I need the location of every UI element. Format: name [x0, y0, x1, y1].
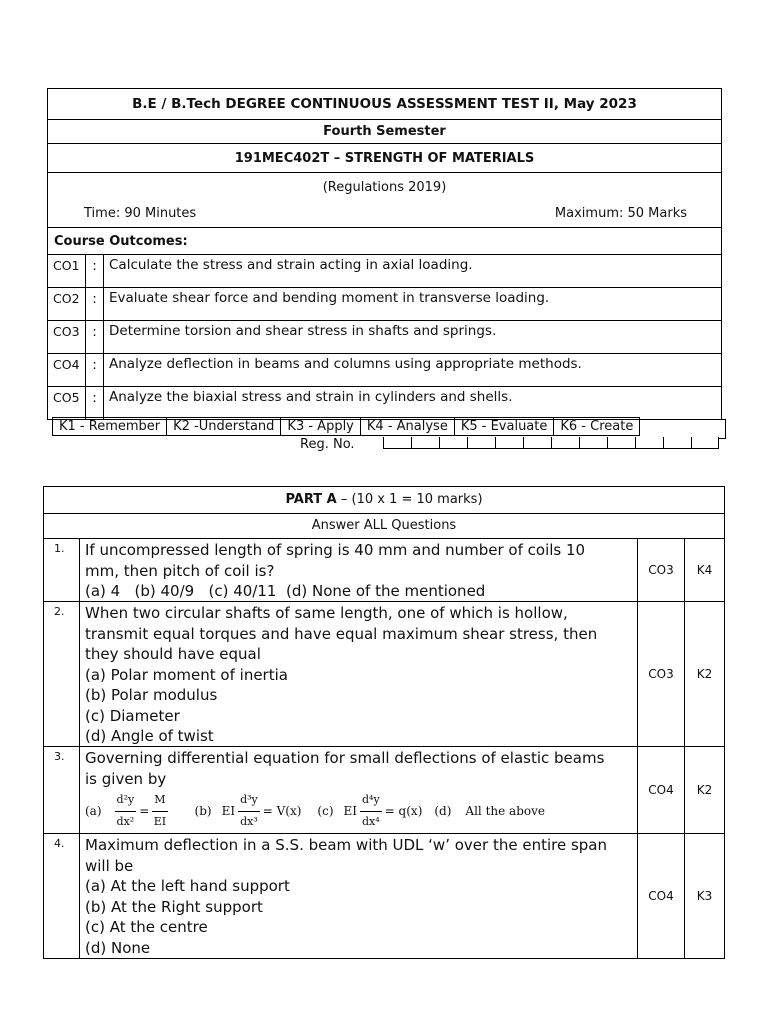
- outcome-text: Calculate the stress and strain acting in axial loading.: [109, 257, 473, 273]
- question-line: Governing differential equation for small deflections of elastic beams: [85, 749, 605, 767]
- denominator: EI: [153, 814, 167, 828]
- outcome-separator: :: [86, 354, 104, 386]
- question-text: [80, 834, 638, 958]
- question-line: If uncompressed length of spring is 40 mm and number of coils 10: [85, 541, 586, 559]
- reg-digit-box[interactable]: [439, 437, 467, 449]
- question-line: (c) At the centre: [85, 918, 208, 936]
- option-b: [195, 790, 302, 832]
- question-row: [44, 539, 724, 602]
- question-k-level: K2: [696, 667, 713, 681]
- question-co: CO3: [638, 539, 685, 601]
- reg-digit-box[interactable]: [495, 437, 523, 449]
- question-k-level: K3: [696, 889, 713, 903]
- knowledge-level: K2 -Understand: [166, 417, 280, 436]
- question-line: is given by: [85, 769, 167, 788]
- numerator: d²y: [115, 790, 137, 812]
- question-row: [44, 602, 724, 747]
- outcome-code: CO3: [48, 321, 86, 353]
- course-title: 191MEC402T – STRENGTH OF MATERIALS: [48, 144, 721, 173]
- question-co: CO3: [638, 602, 685, 746]
- question-text: [80, 539, 638, 601]
- numerator: M: [152, 790, 167, 812]
- numerator: d³y: [238, 790, 260, 812]
- question-line: (a) At the left hand support: [85, 877, 290, 895]
- denominator: dx³: [240, 814, 258, 828]
- option-label: (b): [194, 803, 212, 818]
- reg-digit-box[interactable]: [523, 437, 551, 449]
- knowledge-level: K4 - Analyse: [360, 417, 454, 436]
- question-line: (b) Polar modulus: [85, 686, 218, 704]
- question-number: 4.: [44, 834, 80, 958]
- outcome-code: CO4: [48, 354, 86, 386]
- option-a: [85, 790, 171, 832]
- equation-rhs: = V(x): [262, 803, 302, 818]
- denominator: dx⁴: [362, 814, 380, 828]
- outcome-code: CO1: [48, 255, 86, 287]
- outcome-code: CO2: [48, 288, 86, 320]
- equals-sign: =: [139, 803, 150, 818]
- equation-prefix: EI: [221, 803, 236, 818]
- exam-title: B.E / B.Tech DEGREE CONTINUOUS ASSESSMENT TEST II, May 2023: [48, 89, 721, 120]
- question-line: (c) Diameter: [85, 706, 180, 725]
- reg-digit-box[interactable]: [635, 437, 663, 449]
- part-a-title: [44, 487, 724, 514]
- fraction: [152, 790, 167, 832]
- numerator: d⁴y: [360, 790, 382, 812]
- question-text: [80, 602, 638, 746]
- question-line: (d) None: [85, 938, 151, 957]
- part-a-marks: – (10 x 1 = 10 marks): [336, 492, 483, 507]
- part-a-instruction: Answer ALL Questions: [44, 514, 724, 539]
- denominator: dx²: [116, 814, 135, 828]
- options-equations: [85, 789, 632, 833]
- outcome-separator: :: [86, 255, 104, 287]
- reg-digit-box[interactable]: [411, 437, 439, 449]
- equation-rhs: = q(x): [384, 803, 423, 818]
- outcome-text: Analyze the biaxial stress and strain in cylinders and shells.: [109, 389, 513, 405]
- question-number: 1.: [44, 539, 80, 601]
- reg-digit-box[interactable]: [467, 437, 495, 449]
- knowledge-level: K6 - Create: [553, 417, 640, 436]
- outcome-separator: :: [86, 288, 104, 320]
- option-label: (c): [317, 803, 334, 818]
- time-marks-row: [48, 199, 721, 227]
- question-line: When two circular shafts of same length, one of which is hollow,: [85, 604, 568, 622]
- outcome-text: Determine torsion and shear stress in shafts and springs.: [109, 323, 497, 339]
- question-co: CO4: [638, 834, 685, 958]
- question-row: [44, 747, 724, 834]
- question-k-level: K2: [696, 783, 713, 797]
- question-number: 2.: [44, 602, 80, 746]
- semester: Fourth Semester: [48, 120, 721, 144]
- regulations: (Regulations 2019): [322, 180, 447, 195]
- question-line: (b) At the Right support: [85, 897, 263, 916]
- question-line: will be: [85, 856, 134, 875]
- knowledge-level: K5 - Evaluate: [454, 417, 554, 436]
- course-outcomes-label: Course Outcomes:: [48, 227, 721, 254]
- fraction: [238, 790, 260, 832]
- outcome-row: [48, 353, 721, 386]
- outcome-text: Analyze deflection in beams and columns using appropriate methods.: [109, 356, 582, 372]
- outcome-row: [48, 320, 721, 353]
- knowledge-level: K1 - Remember: [52, 417, 166, 436]
- question-line: they should have equal: [85, 645, 261, 663]
- outcome-row: [48, 254, 721, 287]
- question-text: [80, 747, 638, 833]
- outcome-text: Evaluate shear force and bending moment in transverse loading.: [109, 290, 550, 306]
- outcome-separator: :: [86, 321, 104, 353]
- question-line: transmit equal torques and have equal maximum shear stress, then: [85, 624, 598, 643]
- knowledge-level: K3 - Apply: [280, 417, 359, 436]
- outcome-code: CO5: [48, 387, 86, 419]
- reg-no-boxes[interactable]: [383, 437, 719, 449]
- question-line: (a) 4 (b) 40/9 (c) 40/11 (d) None of the mentioned: [85, 582, 486, 600]
- option-text: All the above: [465, 803, 545, 818]
- reg-digit-box[interactable]: [691, 437, 719, 449]
- question-line: (d) Angle of twist: [85, 727, 214, 745]
- reg-digit-box[interactable]: [663, 437, 691, 449]
- question-co: CO4: [638, 747, 685, 833]
- question-row: [44, 834, 724, 958]
- reg-digit-box[interactable]: [607, 437, 635, 449]
- fraction: [115, 790, 137, 832]
- question-k-level: K4: [696, 563, 713, 577]
- reg-digit-box[interactable]: [551, 437, 579, 449]
- part-a-table: [43, 486, 725, 959]
- reg-digit-box[interactable]: [383, 437, 411, 449]
- time-allowed: Time: 90 Minutes: [84, 205, 197, 221]
- outcome-separator: :: [86, 387, 104, 419]
- table-edge: [718, 419, 726, 439]
- part-a-label: PART A: [285, 492, 337, 507]
- question-line: (a) Polar moment of inertia: [85, 665, 288, 684]
- option-d: [434, 801, 545, 822]
- question-number: 3.: [44, 747, 80, 833]
- knowledge-levels-row: [52, 417, 640, 436]
- reg-digit-box[interactable]: [579, 437, 607, 449]
- fraction: [360, 790, 382, 832]
- course-outcomes-list: [48, 254, 721, 420]
- option-c: [317, 790, 422, 832]
- reg-no-label: Reg. No.: [300, 437, 355, 452]
- maximum-marks: Maximum: 50 Marks: [554, 205, 687, 221]
- question-line: Maximum deflection in a S.S. beam with UDL ‘w’ over the entire span: [85, 836, 607, 854]
- exam-header: [47, 88, 722, 420]
- question-line: mm, then pitch of coil is?: [85, 561, 275, 580]
- option-label: (a): [85, 803, 102, 818]
- outcome-row: [48, 386, 721, 420]
- option-label: (d): [434, 803, 452, 818]
- equation-prefix: EI: [343, 803, 358, 818]
- outcome-row: [48, 287, 721, 320]
